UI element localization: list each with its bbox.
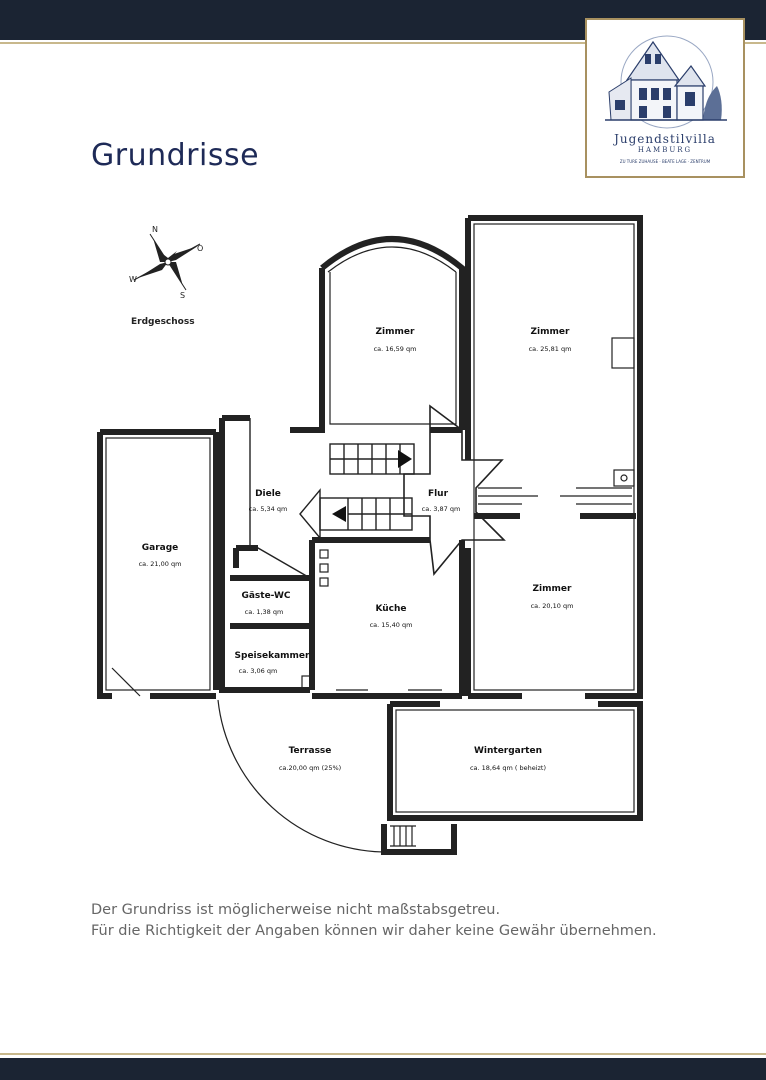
disclaimer-line-1: Der Grundriss ist möglicherweise nicht maßstabsgetreu. — [91, 902, 501, 918]
room-name: Flur — [427, 489, 449, 499]
room-area: ca. 3,06 qm — [238, 667, 278, 675]
walls — [100, 218, 640, 852]
room-area: ca. 21,00 qm — [138, 560, 182, 568]
room-name: Wintergarten — [473, 746, 543, 756]
room-name: Speisekammer — [234, 651, 310, 661]
staircase — [300, 444, 414, 538]
room-name: Terrasse — [288, 746, 332, 756]
room-area: ca. 16,59 qm — [373, 345, 417, 353]
room-name: Zimmer — [375, 327, 415, 337]
floor-label: Erdgeschoss — [131, 317, 195, 327]
room-area: ca. 20,10 qm — [530, 602, 574, 610]
bottom-banner — [0, 1058, 766, 1080]
room-area: ca. 15,40 qm — [369, 621, 413, 629]
room-area: ca.20,00 qm (25%) — [278, 764, 342, 772]
compass-n-label: N — [152, 225, 158, 234]
compass-s-label: S — [180, 291, 186, 300]
room-name: Gäste-WC — [241, 591, 291, 601]
stair-down-arrow-icon — [332, 506, 346, 522]
room-area: ca. 25,81 qm — [528, 345, 572, 353]
room-name: Diele — [255, 489, 281, 499]
room-name: Zimmer — [532, 584, 572, 594]
room-area: ca. 18,64 qm ( beheizt) — [469, 764, 547, 772]
logo-name: Jugendstilvilla — [614, 132, 716, 146]
compass-o-label: O — [197, 244, 204, 253]
compass-w-label: W — [129, 275, 137, 284]
page-title: Grundrisse — [91, 138, 260, 173]
svg-text:ZU TURE ZUHAUSE · BEATE LAGE ·: ZU TURE ZUHAUSE · BEATE LAGE · ZENTRUM — [619, 159, 711, 164]
room-name: Zimmer — [530, 327, 570, 337]
stair-up-arrow-icon — [398, 450, 412, 468]
room-area: ca. 3,87 qm — [421, 505, 461, 513]
disclaimer-line-2: Für die Richtigkeit der Angaben können wir daher keine Gewähr übernehmen. — [91, 923, 657, 939]
compass-rose-icon — [129, 225, 203, 300]
room-area: ca. 1,38 qm — [244, 608, 284, 616]
disclaimer — [91, 900, 657, 942]
bottom-divider — [0, 1053, 766, 1055]
room-name: Küche — [375, 604, 407, 614]
room-name: Garage — [141, 543, 179, 553]
logo-city: HAMBURG — [637, 146, 693, 154]
room-area: ca. 5,34 qm — [248, 505, 288, 513]
